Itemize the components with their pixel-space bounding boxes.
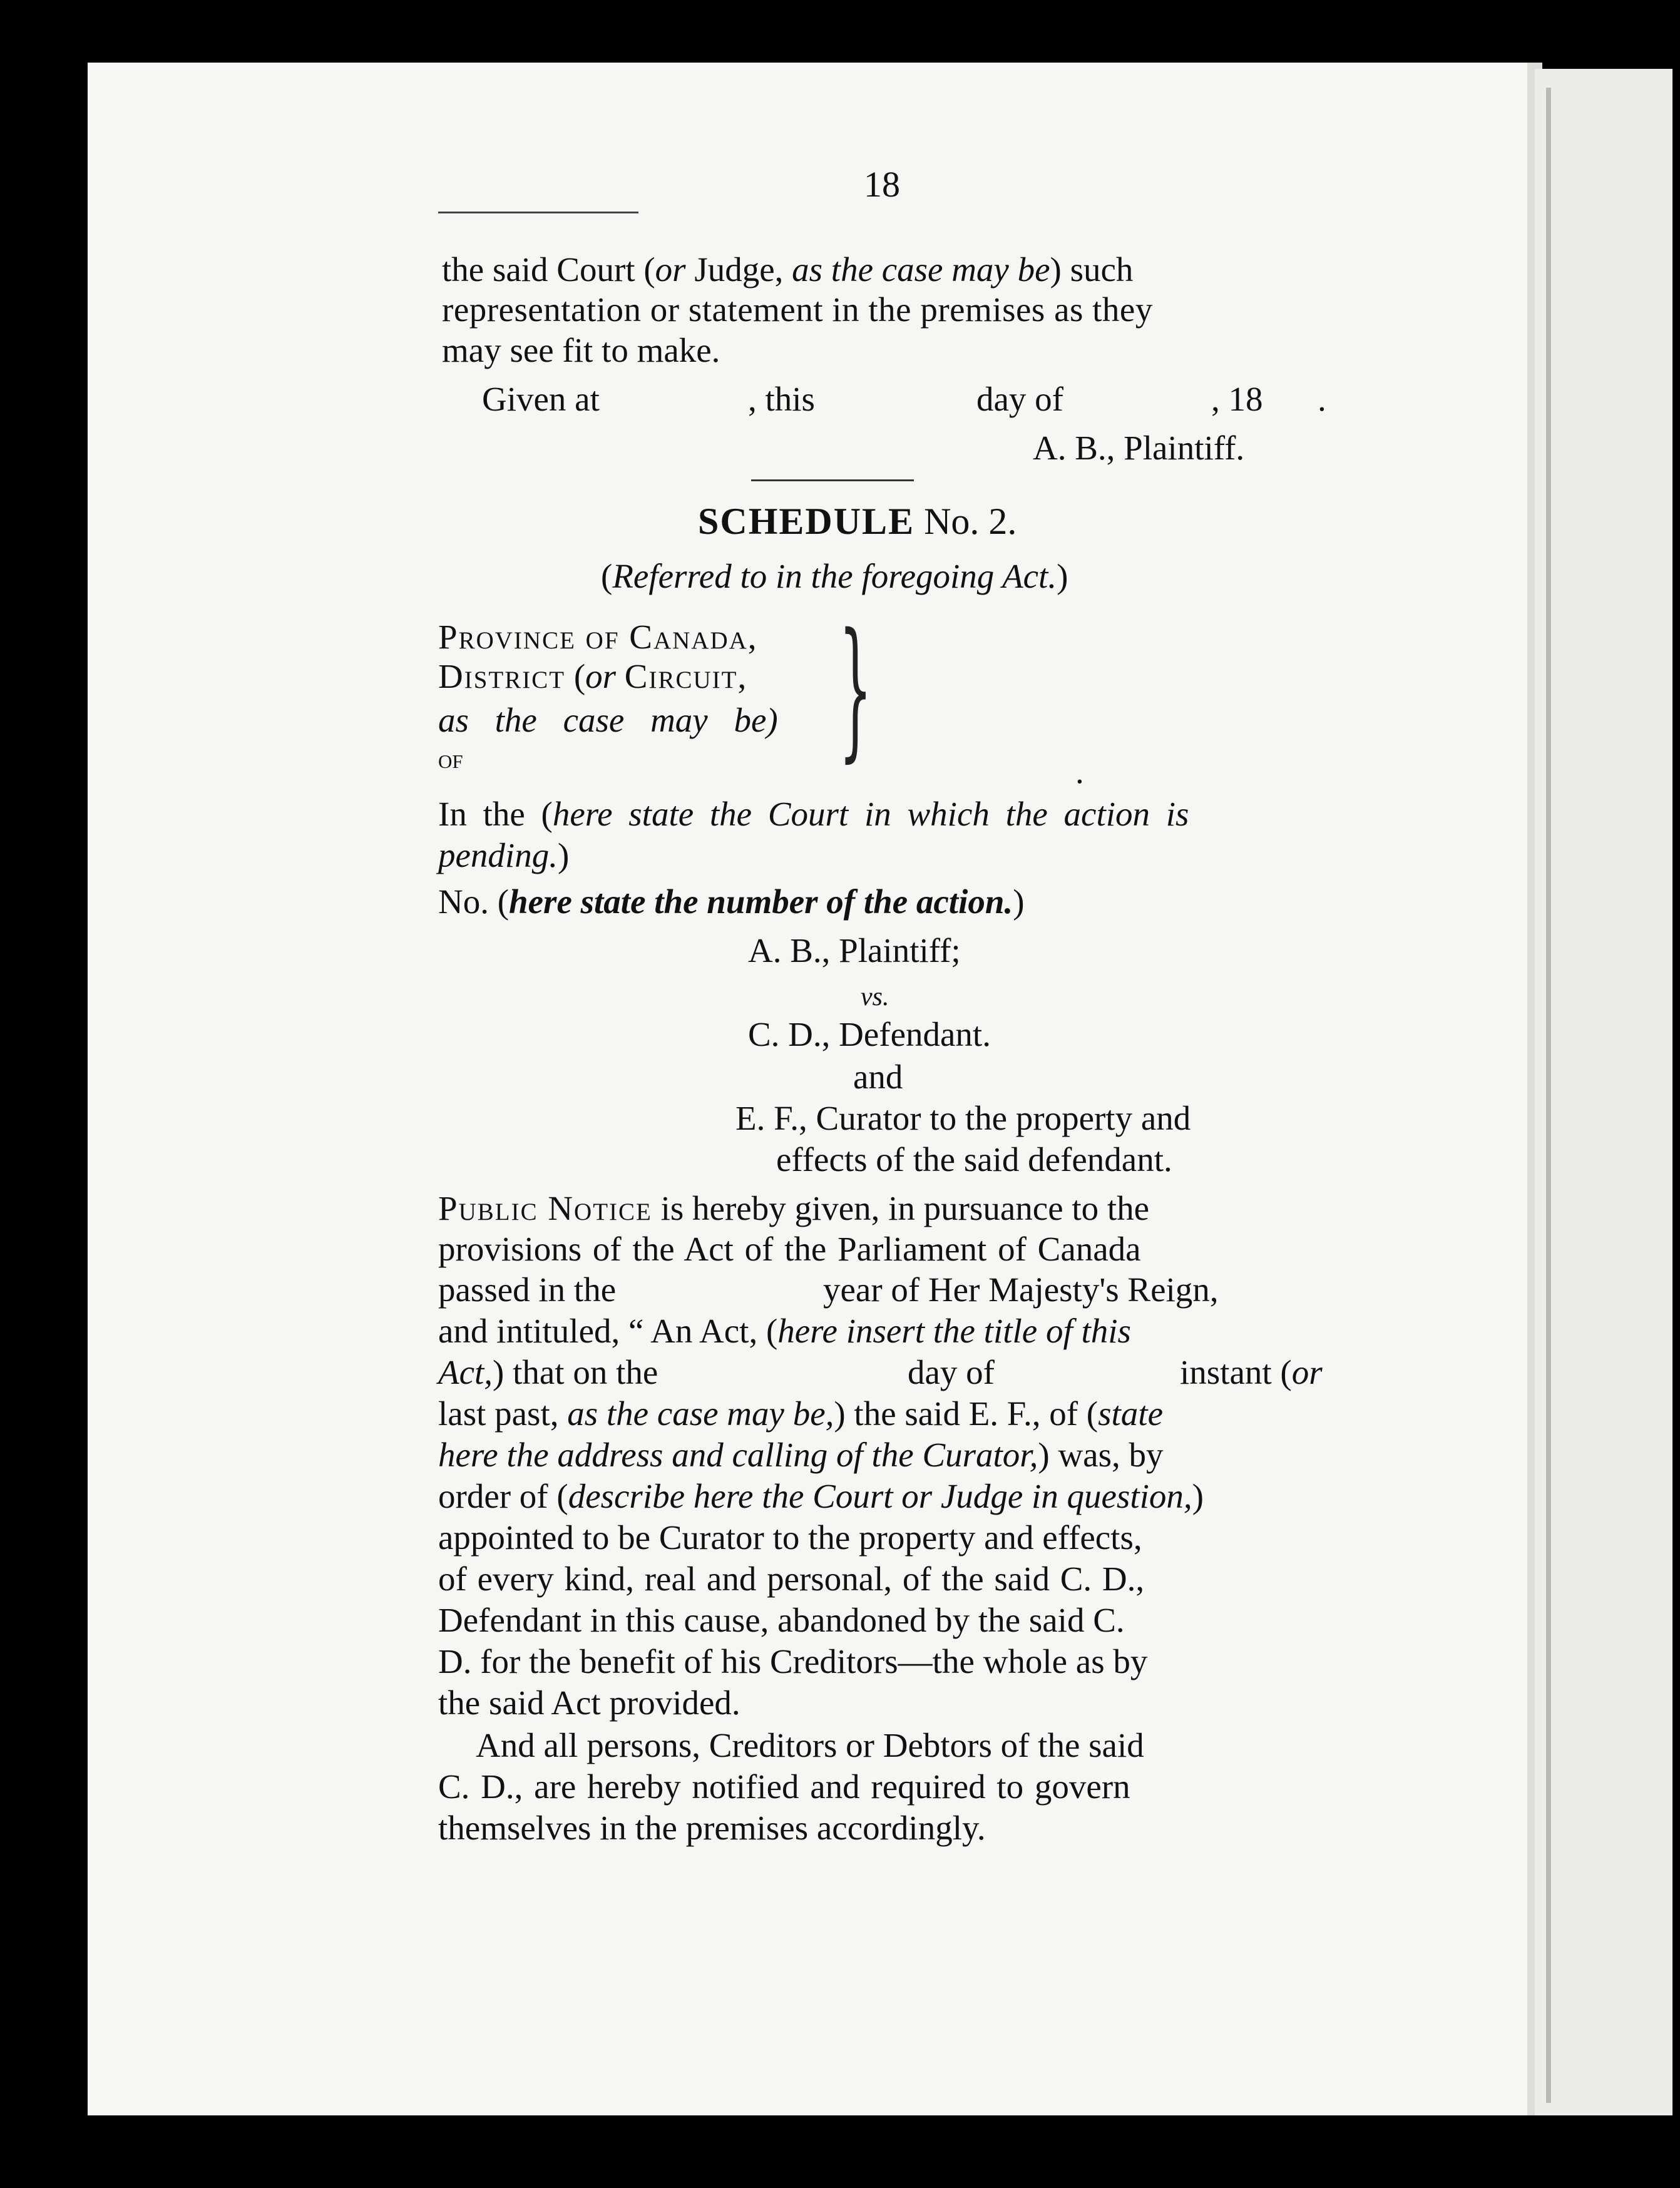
opening-line-3: may see fit to make. xyxy=(442,331,720,369)
notice-italic: here insert the title of this xyxy=(777,1312,1131,1350)
notice-text: and intituled, “ An Act, ( xyxy=(438,1312,778,1350)
signature-plaintiff: A. B., Plaintiff. xyxy=(1033,429,1245,467)
notice-line-4 xyxy=(438,1311,1131,1352)
given-year: , 18 xyxy=(1211,380,1263,418)
notice-line-11: Defendant in this cause, abandoned by the said C. xyxy=(438,1601,1125,1639)
notice-line-5a xyxy=(438,1352,658,1393)
opening-text: the said Court xyxy=(442,250,635,289)
given-at: Given at xyxy=(482,380,600,418)
number-italic: here state the number of the action. xyxy=(509,882,1013,921)
opening-suffix: such xyxy=(1070,250,1134,289)
closing-line-3: themselves in the premises accordingly. xyxy=(438,1809,986,1847)
closing-line-1: And all persons, Creditors or Debtors of the said xyxy=(476,1726,1144,1764)
header-rule xyxy=(438,212,638,213)
caption-district xyxy=(438,656,747,697)
notice-text: ) was, by xyxy=(1038,1436,1164,1474)
notice-line-3a: passed in the xyxy=(438,1270,617,1309)
notice-public-notice: Public Notice xyxy=(438,1189,652,1227)
party-curator-1: E. F., Curator to the property and xyxy=(735,1099,1191,1137)
caption-as-case: as the case may be) xyxy=(438,701,778,739)
notice-italic: state xyxy=(1098,1394,1164,1433)
notice-line-13: the said Act provided. xyxy=(438,1684,740,1722)
paren: ) xyxy=(1013,882,1025,921)
party-plaintiff: A. B., Plaintiff; xyxy=(748,931,961,969)
party-curator-2: effects of the said defendant. xyxy=(776,1140,1172,1178)
notice-line-12: D. for the benefit of his Creditors—the whole as by xyxy=(438,1642,1148,1680)
court-italic: here state the Court in which the action is xyxy=(552,795,1189,833)
page-number: 18 xyxy=(864,164,900,205)
given-this: , this xyxy=(748,380,815,418)
party-defendant: C. D., Defendant. xyxy=(748,1015,991,1053)
caption-period: . xyxy=(1075,752,1084,790)
page-gutter-shadow xyxy=(1546,88,1551,2103)
opening-line-1 xyxy=(442,249,1133,290)
adjacent-page-edge xyxy=(1535,69,1672,2115)
notice-italic: here the address and calling of the Curator, xyxy=(438,1436,1038,1474)
party-vs: vs. xyxy=(861,983,889,1011)
caption-or: or xyxy=(585,657,617,695)
schedule-word: SCHEDULE xyxy=(698,501,915,542)
paren: ( xyxy=(643,250,655,289)
caption-circuit: Circuit, xyxy=(624,657,748,695)
opening-line-2: representation or statement in the premises as they xyxy=(442,290,1153,329)
notice-line-2: provisions of the Act of the Parliament of Canada xyxy=(438,1230,1141,1268)
paren: ( xyxy=(601,557,613,595)
notice-line-9: appointed to be Curator to the property and effects, xyxy=(438,1518,1142,1557)
notice-text: ) that on the xyxy=(493,1353,658,1391)
notice-text: order of ( xyxy=(438,1477,568,1515)
referred-line xyxy=(601,556,1068,597)
referred-italic: Referred to in the foregoing Act. xyxy=(612,557,1057,595)
notice-italic: as the case may be, xyxy=(567,1394,834,1433)
paren: ) xyxy=(1057,557,1068,595)
schedule-heading xyxy=(698,501,1017,542)
notice-text: is hereby given, in pursuance to the xyxy=(660,1189,1150,1227)
notice-line-5b: day of xyxy=(908,1353,995,1391)
court-prefix: In the ( xyxy=(438,795,553,833)
court-line-2 xyxy=(438,835,569,876)
notice-line-7 xyxy=(438,1434,1163,1476)
paren: ) xyxy=(1192,1477,1204,1515)
number-line xyxy=(438,881,1025,923)
notice-text: last past, xyxy=(438,1394,559,1433)
section-rule xyxy=(751,479,914,481)
notice-or: or xyxy=(1291,1353,1323,1391)
notice-line-10: of every kind, real and personal, of the said C. D., xyxy=(438,1560,1145,1598)
notice-text: ) the said E. F., of ( xyxy=(834,1394,1099,1433)
notice-line-6 xyxy=(438,1393,1163,1434)
given-day-of: day of xyxy=(976,380,1063,418)
paren: ( xyxy=(573,657,586,695)
notice-text: instant ( xyxy=(1180,1353,1292,1391)
notice-line-1 xyxy=(438,1188,1149,1229)
schedule-number: No. 2. xyxy=(924,501,1017,542)
caption-province: Province of Canada, xyxy=(438,618,758,656)
paren: ) xyxy=(557,836,570,874)
notice-line-3b: year of Her Majesty's Reign, xyxy=(823,1270,1219,1309)
paren: ) xyxy=(1050,250,1062,289)
opening-judge: Judge, xyxy=(694,250,784,289)
opening-italic: as the case may be xyxy=(792,250,1050,289)
court-pending: pending. xyxy=(438,836,558,874)
caption-district-word: District xyxy=(438,657,566,695)
closing-line-2: C. D., are hereby notified and required to govern xyxy=(438,1767,1130,1806)
court-line-1 xyxy=(438,794,1189,835)
caption-brace: } xyxy=(839,601,873,776)
notice-italic-act: Act, xyxy=(438,1353,493,1391)
party-and: and xyxy=(853,1058,903,1096)
opening-or: or xyxy=(655,250,686,289)
caption-of: of xyxy=(438,744,463,774)
notice-line-5c xyxy=(1180,1352,1323,1393)
given-period: . xyxy=(1318,380,1326,418)
notice-line-8 xyxy=(438,1476,1204,1517)
notice-italic: describe here the Court or Judge in question, xyxy=(568,1477,1192,1515)
number-prefix: No. ( xyxy=(438,882,510,921)
